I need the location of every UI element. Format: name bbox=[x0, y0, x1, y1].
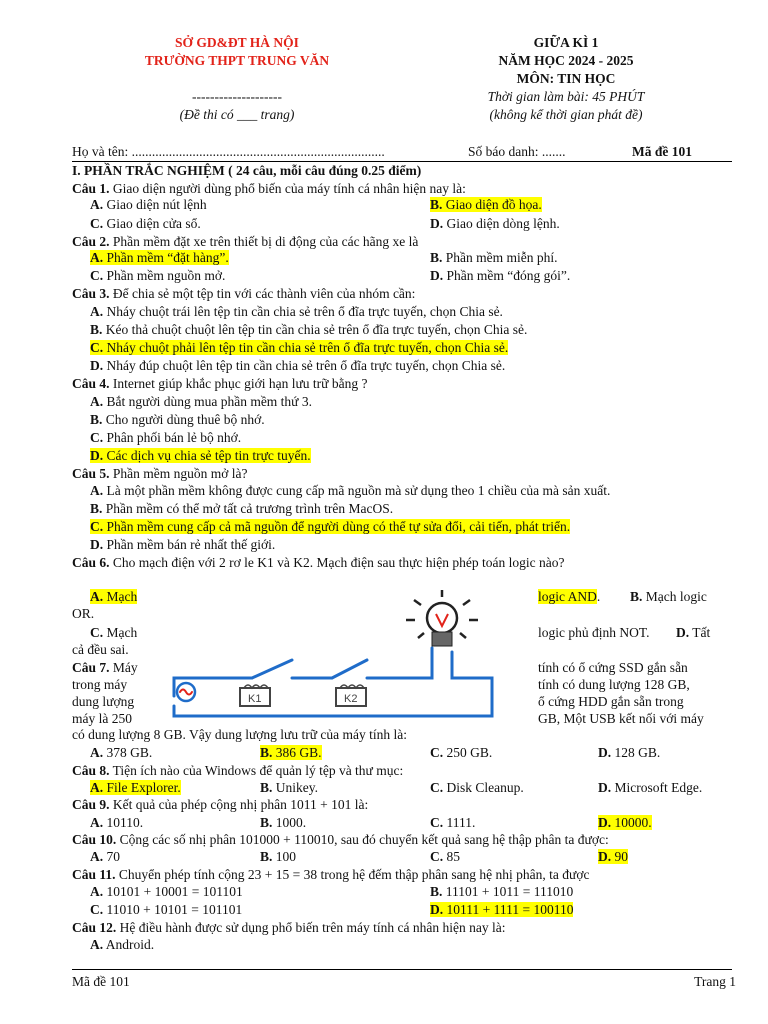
q1-option-c: C. Giao diện cửa sổ. bbox=[90, 216, 201, 231]
time-note: (không kể thời gian phát đề) bbox=[489, 107, 643, 122]
q7-option-d: D. 128 GB. bbox=[598, 745, 661, 760]
student-id-field: Số báo danh: ....... bbox=[468, 144, 566, 159]
question-12: Câu 12. Hệ điều hành được sử dụng phổ biến trên máy tính cá nhân hiện nay là: bbox=[72, 920, 506, 935]
q8-option-b: B. Unikey. bbox=[260, 780, 319, 795]
q9-option-c: C. 1111. bbox=[430, 815, 476, 830]
q7-line4-left: máy là 250 bbox=[72, 711, 132, 726]
q11-option-a: A. 10101 + 10001 = 101101 bbox=[90, 884, 243, 899]
q3-option-d: D. Nháy đúp chuột lên tệp tin cần chia sẻ trên ổ đĩa trực tuyến, chọn Chia sẻ. bbox=[90, 358, 506, 373]
school-year: NĂM HỌC 2024 - 2025 bbox=[498, 53, 634, 68]
exam-title: GIỮA KÌ 1 bbox=[533, 35, 599, 50]
q6-option-b-wrap: OR. bbox=[72, 606, 95, 621]
header-divider bbox=[72, 161, 732, 162]
q5-option-a: A. Là một phần mềm không được cung cấp mã nguồn mà sử dụng theo 1 chiều của mà sản xuất. bbox=[90, 483, 611, 498]
q5-option-d: D. Phần mềm bán rẻ nhất thế giới. bbox=[90, 537, 276, 552]
q9-option-b: B. 1000. bbox=[260, 815, 307, 830]
q9-option-d: D. 10000. bbox=[598, 815, 652, 830]
q1-option-d: D. Giao diện dòng lệnh. bbox=[430, 216, 560, 231]
q11-option-b: B. 11101 + 1011 = 111010 bbox=[430, 884, 574, 899]
question-10: Câu 10. Cộng các số nhị phân 101000 + 110010, sau đó chuyển kết quả sang hệ thập phân ta được: bbox=[72, 832, 609, 847]
header-dashes: -------------------- bbox=[192, 89, 282, 104]
q7-line4-right: GB, Một USB kết nối với máy bbox=[538, 711, 704, 726]
q1-option-b: B. Giao diện đồ họa. bbox=[430, 197, 542, 212]
pages-note: (Đề thi có ___ trang) bbox=[179, 107, 295, 122]
q8-option-d: D. Microsoft Edge. bbox=[598, 780, 703, 795]
q6-option-b: B. Mạch logic bbox=[630, 589, 707, 604]
question-2: Câu 2. Phần mềm đặt xe trên thiết bị di động của các hãng xe là bbox=[72, 234, 419, 249]
footer-exam-code: Mã đề 101 bbox=[72, 974, 130, 989]
subject: MÔN: TIN HỌC bbox=[516, 71, 616, 86]
q5-option-c: C. Phần mềm cung cấp cả mã nguồn để người dùng có thể tự sửa đổi, cải tiến, phát triển. bbox=[90, 519, 571, 534]
q10-option-d: D. 90 bbox=[598, 849, 628, 864]
q12-option-a: A. Android. bbox=[90, 937, 155, 952]
q4-option-d: D. Các dịch vụ chia sẻ tệp tin trực tuyến. bbox=[90, 448, 311, 463]
exam-time: Thời gian làm bài: 45 PHÚT bbox=[487, 89, 645, 104]
q6-option-c-rest: logic phủ định NOT. bbox=[538, 625, 650, 640]
q7-option-b: B. 386 GB. bbox=[260, 745, 322, 760]
q7-line1-right: tính có ổ cứng SSD gắn sẵn bbox=[538, 660, 688, 675]
q1-option-a: A. Giao diện nút lệnh bbox=[90, 197, 207, 212]
q5-option-b: B. Phần mềm có thể mở tất cả trương trình trên MacOS. bbox=[90, 501, 394, 516]
q10-option-b: B. 100 bbox=[260, 849, 297, 864]
relay-k2-label: K2 bbox=[344, 693, 358, 705]
q9-option-a: A. 10110. bbox=[90, 815, 144, 830]
section-title: I. PHẦN TRẮC NGHIỆM ( 24 câu, mỗi câu đúng 0.25 điểm) bbox=[72, 163, 422, 178]
q7-line2-right: tính có dung lượng 128 GB, bbox=[538, 677, 690, 692]
q7-line2-left: trong máy bbox=[72, 677, 128, 692]
q6-option-a-rest: logic AND. bbox=[538, 589, 601, 604]
q6-option-a: A. Mạch bbox=[90, 589, 138, 604]
q7-option-a: A. 378 GB. bbox=[90, 745, 153, 760]
q7-option-c: C. 250 GB. bbox=[430, 745, 493, 760]
k2-switch-icon bbox=[332, 660, 367, 678]
school-name: TRƯỜNG THPT TRUNG VĂN bbox=[144, 53, 330, 68]
question-7: Câu 7. Máy bbox=[72, 660, 138, 675]
q6-option-d-wrap: cả đều sai. bbox=[72, 642, 129, 657]
q7-line3-left: dung lượng bbox=[72, 694, 135, 709]
question-9: Câu 9. Kết quả của phép cộng nhị phân 1011 + 101 là: bbox=[72, 797, 369, 812]
question-1: Câu 1. Giao diện người dùng phổ biến của máy tính cá nhân hiện nay là: bbox=[72, 181, 466, 196]
q2-option-b: B. Phần mềm miễn phí. bbox=[430, 250, 558, 265]
question-3: Câu 3. Để chia sẻ một tệp tin với các thành viên của nhóm cần: bbox=[72, 286, 416, 301]
circuit-wire bbox=[367, 652, 432, 678]
relay-circuit-diagram bbox=[162, 588, 532, 738]
name-label: Họ và tên: bbox=[72, 144, 129, 159]
q4-option-a: A. Bắt người dùng mua phần mềm thứ 3. bbox=[90, 394, 312, 409]
q10-option-a: A. 70 bbox=[90, 849, 120, 864]
q4-option-c: C. Phân phối bán lẻ bộ nhớ. bbox=[90, 430, 242, 445]
q10-option-c: C. 85 bbox=[430, 849, 460, 864]
student-name-field bbox=[72, 144, 385, 160]
relay-k1-label: K1 bbox=[248, 693, 262, 705]
q8-option-a: A. File Explorer. bbox=[90, 780, 181, 795]
q8-option-c: C. Disk Cleanup. bbox=[430, 780, 524, 795]
q3-option-c: C. Nháy chuột phải lên tệp tin cần chia sẻ trên ổ đĩa trực tuyến, chọn Chia sẻ. bbox=[90, 340, 509, 355]
q2-option-a: A. Phần mềm “đặt hàng”. bbox=[90, 250, 229, 265]
department: SỞ GD&ĐT HÀ NỘI bbox=[175, 35, 299, 50]
light-bulb-icon bbox=[406, 590, 478, 646]
q2-option-c: C. Phần mềm nguồn mở. bbox=[90, 268, 226, 283]
question-8: Câu 8. Tiện ích nào của Windows để quản lý tệp và thư mục: bbox=[72, 763, 404, 778]
q11-option-c: C. 11010 + 10101 = 101101 bbox=[90, 902, 243, 917]
k1-switch-icon bbox=[252, 660, 292, 678]
question-11: Câu 11. Chuyển phép tính cộng 23 + 15 = 38 trong hệ đếm thập phân sang hệ nhị phân, ta được bbox=[72, 867, 590, 882]
q7-line5: có dung lượng 8 GB. Vậy dung lượng lưu trữ của máy tính là: bbox=[72, 727, 408, 742]
question-6: Câu 6. Cho mạch điện với 2 rơ le K1 và K2. Mạch điện sau thực hiện phép toán logic nào? bbox=[72, 555, 565, 570]
q3-option-a: A. Nháy chuột trái lên tệp tin cần chia sẻ trên ổ đĩa trực tuyến, chọn Chia sẻ. bbox=[90, 304, 503, 319]
q6-option-c: C. Mạch bbox=[90, 625, 138, 640]
q2-option-d: D. Phần mềm “đóng gói”. bbox=[430, 268, 571, 283]
q3-option-b: B. Kéo thả chuột chuột lên tệp tin cần chia sẻ trên ổ đĩa trực tuyến, chọn Chia sẻ. bbox=[90, 322, 528, 337]
question-4: Câu 4. Internet giúp khắc phục giới hạn lưu trữ bằng ? bbox=[72, 376, 368, 391]
footer-divider bbox=[72, 969, 732, 970]
q7-line3-right: ổ cứng HDD gắn sẵn trong bbox=[538, 694, 684, 709]
footer-page-number: Trang 1 bbox=[694, 974, 736, 989]
exam-code: Mã đề 101 bbox=[632, 144, 692, 159]
q6-option-d: D. Tất bbox=[676, 625, 711, 640]
q11-option-d: D. 10111 + 1111 = 100110 bbox=[430, 902, 574, 917]
circuit-wire bbox=[174, 652, 492, 716]
q4-option-b: B. Cho người dùng thuê bộ nhớ. bbox=[90, 412, 265, 427]
question-5: Câu 5. Phần mềm nguồn mở là? bbox=[72, 466, 248, 481]
name-dots: ........................................................................... bbox=[131, 144, 385, 159]
